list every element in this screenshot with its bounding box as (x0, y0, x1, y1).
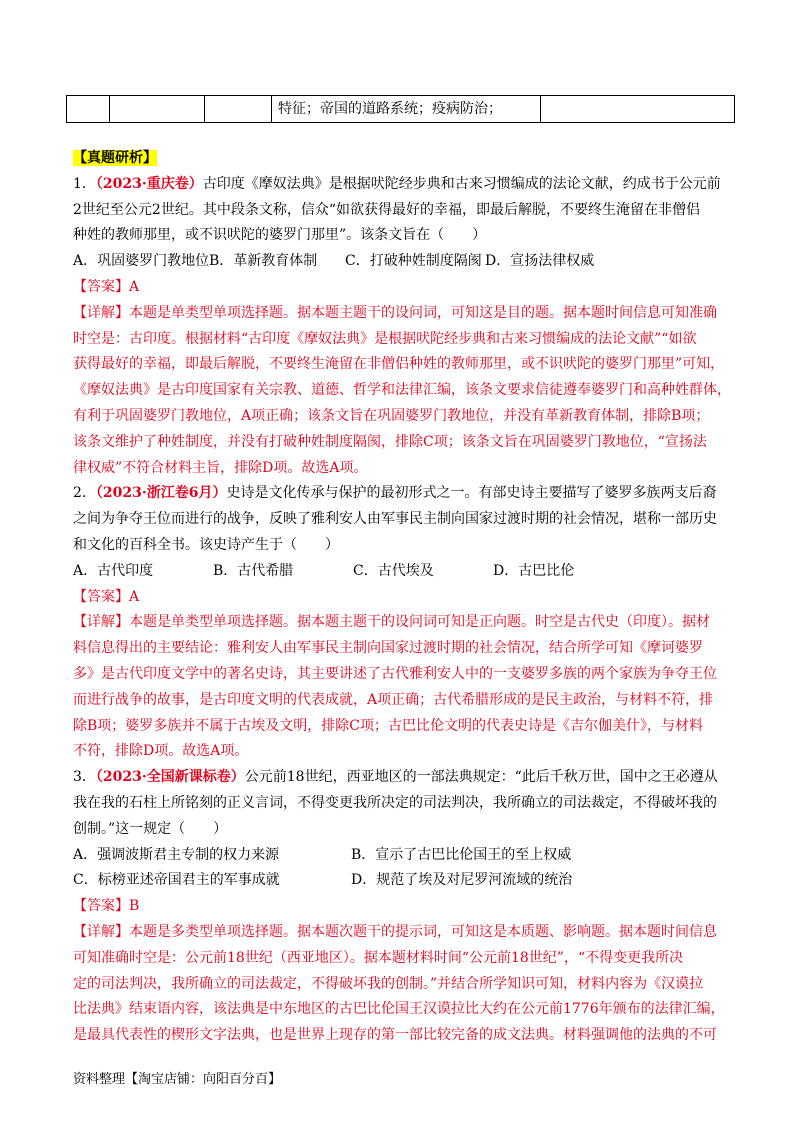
option-c: C．打破种姓制度隔阂 (345, 253, 482, 270)
question-1 (73, 172, 735, 482)
question-stem-line: 和文化的百科全书。该史诗产生于（ ） (73, 536, 339, 553)
answer: 【答案】A (73, 278, 140, 295)
detail-line: 【详解】本题是单类型单项选择题。据本题主题干的设问词，可知这是目的题。据本题时间信息可知准确 (73, 304, 717, 321)
detail-line: 有利于巩固婆罗门教地位，A项正确；该条文旨在巩固婆罗门教地位，并没有革新教育体制，排除B项； (73, 407, 710, 424)
detail-line: 定的司法判决，我所确立的司法裁定，不得破坏我的创制。”并结合所学知识可知，材料内容为《汉谟拉 (73, 975, 704, 992)
detail-line: 不符，排除D项。故选A项。 (73, 743, 249, 760)
answer: 【答案】B (73, 898, 140, 915)
option-a: A．强调波斯君主专制的权力来源 (73, 846, 280, 863)
detail-line: 除B项；婆罗多族并不属于古埃及文明，排除C项；古巴比伦文明的代表史诗是《吉尔伽美什》，与材料 (73, 717, 703, 734)
option-b: B．宣示了古巴比伦国王的至上权威 (351, 846, 572, 863)
section-title-line (73, 146, 735, 172)
main-content (73, 146, 735, 1049)
question-stem-line: 创制。”这一规定（ ） (73, 820, 228, 837)
option-d: D．规范了埃及对尼罗河流域的统治 (351, 872, 573, 889)
option-c: C．古代埃及 (353, 562, 434, 579)
detail-line: 比法典》结束语内容，该法典是中东地区的古巴比伦国王汉谟拉比大约在公元前1776年颁布的法律汇编， (73, 1001, 725, 1018)
options-row (73, 868, 735, 894)
question-stem-line (73, 172, 735, 198)
detail-line: 【详解】本题是多类型单项选择题。据本题次题干的提示词，可知这是本质题、影响题。据本题时间信息 (73, 923, 717, 940)
detail-line: 《摩奴法典》是古印度国家有关宗教、道德、哲学和法律汇编，该条文要求信徒遵奉婆罗门和高种姓群体， (73, 382, 731, 399)
question-stem-text: 史诗是文化传承与保护的最初形式之一。有部史诗主要描写了婆罗多族两支后裔 (226, 485, 717, 502)
option-b: B．革新教育体制 (209, 253, 318, 270)
question-number: 3． (73, 769, 96, 786)
question-2 (73, 481, 735, 765)
option-d: D．古巴比伦 (493, 562, 575, 579)
detail-line: 该条文维护了种姓制度，并没有打破种姓制度隔阂，排除C项；该条文旨在巩固婆罗门教地位，“宣扬法 (73, 433, 707, 450)
option-b: B．古代希腊 (213, 562, 294, 579)
question-number: 1． (73, 175, 96, 192)
section-title: 【真题研析】 (73, 150, 157, 166)
question-stem-text: 公元前18世纪，西亚地区的一部法典规定：“此后千秋万世，国中之王必遵从 (244, 769, 718, 786)
question-stem-line (73, 481, 735, 507)
question-stem-line (73, 765, 735, 791)
table-cell: 特征；帝国的道路系统；疫病防治； (272, 96, 541, 123)
detail-line: 料信息得出的主要结论：雅利安人由军事民主制向国家过渡时期的社会情况，结合所学可知《摩诃婆罗 (73, 640, 703, 657)
detail-line: 多》是古代印度文学中的著名史诗，其主要讲述了古代雅利安人中的一支婆罗多族的两个家族为争夺王位 (73, 665, 717, 682)
question-stem-line: 之间为争夺王位而进行的战争，反映了雅利安人由军事民主制向国家过渡时期的社会情况，堪称一部历史 (73, 511, 717, 528)
detail-line: 可知准确时空是：公元前18世纪（西亚地区）。据本题材料时间“公元前18世纪”，“不得变更我所决 (73, 949, 684, 966)
detail-line: 【详解】本题是单类型单项选择题。据本题主题干的设问词可知是正向题。时空是古代史（印度）。据材 (73, 614, 710, 631)
question-stem-line: 种姓的教师那里，或不识吠陀的婆罗门那里”。该条文旨在（ ） (73, 227, 487, 244)
option-c: C．标榜亚述帝国君主的军事成就 (73, 872, 280, 889)
table-cell (110, 96, 205, 123)
answer: 【答案】A (73, 588, 140, 605)
question-source: （2023·重庆卷） (95, 175, 203, 192)
question-stem-line: 我在我的石柱上所铭刻的正义言词，不得变更我所决定的司法判决，我所确立的司法裁定，不得破坏我的 (73, 794, 717, 811)
detail-line: 是最具代表性的楔形文字法典，也是世界上现存的第一部比较完备的成文法典。材料强调他的法典的不可 (73, 1027, 717, 1044)
option-d: D．宣扬法律权威 (485, 253, 595, 270)
question-number: 2． (73, 485, 96, 502)
table-cell (541, 96, 735, 123)
question-stem-text: 古印度《摩奴法典》是根据吠陀经步典和古来习惯编成的法论文献，约成书于公元前 (202, 175, 721, 192)
question-source: （2023·浙江卷6月） (95, 485, 227, 502)
options-row (73, 559, 735, 585)
summary-table (66, 95, 735, 123)
question-3 (73, 765, 735, 1049)
table-row (67, 96, 735, 123)
options-row (73, 249, 735, 275)
question-stem-line: 2世纪至公元2世纪。其中段条文称，信众“如欲获得最好的幸福，即最后解脱，不要终生淹留在非僧侣 (73, 201, 700, 218)
detail-line: 而进行战争的故事，是古印度文明的代表成就，A项正确；古代希腊形成的是民主政治，与材料不符，排 (73, 691, 714, 708)
option-a: A．巩固婆罗门教地位 (73, 253, 210, 270)
detail-line: 时空是：古印度。根据材料“古印度《摩奴法典》是根据吠陀经步典和古来习惯编成的法论文献”“如欲 (73, 330, 697, 347)
page-footer: 资料整理【淘宝店铺：向阳百分百】 (73, 1072, 282, 1087)
option-a: A．古代印度 (73, 562, 154, 579)
table-cell (67, 96, 110, 123)
options-row (73, 843, 735, 869)
detail-line: 获得最好的幸福，即最后解脱，不要终生淹留在非僧侣种姓的教师那里，或不识吠陀的婆罗门那里”可知， (73, 356, 725, 373)
question-source: （2023·全国新课标卷） (95, 769, 245, 786)
table-cell (205, 96, 272, 123)
detail-line: 律权威”不符合材料主旨，排除D项。故选A项。 (73, 459, 368, 476)
